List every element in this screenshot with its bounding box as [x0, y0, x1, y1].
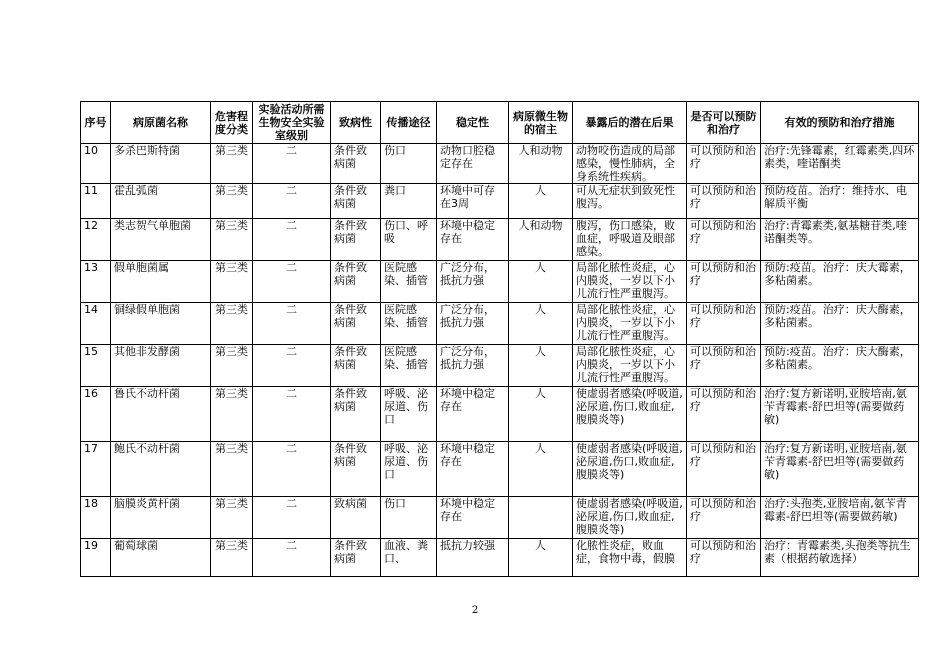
- cell-transmission: 医院感染、插管: [381, 303, 437, 345]
- table-row: [81, 497, 919, 539]
- cell-host: 人: [509, 303, 573, 345]
- cell-pathogenicity: 条件致病菌: [331, 345, 381, 387]
- cell-pathogen-name: 葡萄球菌: [111, 539, 211, 577]
- cell-exposure-consequence: 动物咬伤造成的局部感染，慢性肺病，全身系统性疾病。: [573, 144, 687, 184]
- cell-hazard-class: 第三类: [211, 442, 253, 497]
- cell-exposure-consequence: 使虚弱者感染(呼吸道,泌尿道,伤口,败血症,腹膜炎等): [573, 387, 687, 442]
- cell-transmission: 呼吸、泌尿道、伤口: [381, 442, 437, 497]
- cell-preventable: 可以预防和治疗: [687, 497, 761, 539]
- cell-measures: 治疗:复方新诺明,亚胺培南,氨苄青霉素-舒巴坦等(需要做药敏): [761, 442, 919, 497]
- cell-hazard-class: 第三类: [211, 387, 253, 442]
- header-biosafety-level: 实验活动所需生物安全实验室级别: [253, 102, 331, 144]
- table-body: [81, 144, 919, 577]
- table-row: [81, 345, 919, 387]
- cell-preventable: 可以预防和治疗: [687, 184, 761, 219]
- cell-biosafety-level: 二: [253, 387, 331, 442]
- cell-stability: 环境中稳定存在: [437, 442, 509, 497]
- cell-transmission: 伤口: [381, 144, 437, 184]
- cell-host: 人和动物: [509, 219, 573, 261]
- cell-hazard-class: 第三类: [211, 261, 253, 303]
- cell-biosafety-level: 二: [253, 184, 331, 219]
- cell-biosafety-level: 二: [253, 303, 331, 345]
- cell-hazard-class: 第三类: [211, 219, 253, 261]
- cell-stability: 环境中稳定存在: [437, 387, 509, 442]
- header-hazard-class: 危害程度分类: [211, 102, 253, 144]
- cell-stability: 广泛分布，抵抗力强: [437, 303, 509, 345]
- cell-pathogenicity: 条件致病菌: [331, 442, 381, 497]
- header-exposure-consequence: 暴露后的潜在后果: [573, 102, 687, 144]
- cell-exposure-consequence: 化脓性炎症，败血症，食物中毒，假膜: [573, 539, 687, 577]
- cell-transmission: 血液、粪口、: [381, 539, 437, 577]
- pathogen-table: [80, 101, 919, 577]
- cell-host: 人: [509, 387, 573, 442]
- cell-pathogenicity: 条件致病菌: [331, 184, 381, 219]
- cell-exposure-consequence: 可从无症状到致死性腹泻。: [573, 184, 687, 219]
- cell-measures: 治疗:头孢类,亚胺培南,氨苄青霉素-舒巴坦等(需要做药敏): [761, 497, 919, 539]
- cell-stability: 动物口腔稳定存在: [437, 144, 509, 184]
- header-transmission: 传播途径: [381, 102, 437, 144]
- cell-exposure-consequence: 局部化脓性炎症，心内膜炎，一岁以下小儿流行性严重腹泻。: [573, 261, 687, 303]
- cell-measures: 治疗:青霉素类,氨基糖苷类,喹诺酮类等。: [761, 219, 919, 261]
- cell-stability: 环境中可存在3周: [437, 184, 509, 219]
- table-header-row: [81, 102, 919, 144]
- cell-hazard-class: 第三类: [211, 497, 253, 539]
- cell-host: 人: [509, 184, 573, 219]
- cell-preventable: 可以预防和治疗: [687, 261, 761, 303]
- cell-serial: 19: [81, 539, 111, 577]
- cell-transmission: 伤口、呼吸: [381, 219, 437, 261]
- cell-serial: 17: [81, 442, 111, 497]
- cell-serial: 12: [81, 219, 111, 261]
- cell-hazard-class: 第三类: [211, 303, 253, 345]
- cell-pathogenicity: 条件致病菌: [331, 303, 381, 345]
- cell-pathogenicity: 条件致病菌: [331, 261, 381, 303]
- table-row: [81, 303, 919, 345]
- cell-transmission: 医院感染、插管: [381, 345, 437, 387]
- cell-biosafety-level: 二: [253, 144, 331, 184]
- cell-stability: 广泛分布，抵抗力强: [437, 261, 509, 303]
- cell-biosafety-level: 二: [253, 261, 331, 303]
- cell-biosafety-level: 二: [253, 539, 331, 577]
- cell-transmission: 呼吸、泌尿道、伤口: [381, 387, 437, 442]
- header-serial: 序号: [81, 102, 111, 144]
- header-stability: 稳定性: [437, 102, 509, 144]
- header-measures: 有效的预防和治疗措施: [761, 102, 919, 144]
- cell-preventable: 可以预防和治疗: [687, 387, 761, 442]
- cell-biosafety-level: 二: [253, 497, 331, 539]
- cell-transmission: 医院感染、插管: [381, 261, 437, 303]
- cell-host: 人: [509, 345, 573, 387]
- cell-stability: 环境中稳定存在: [437, 497, 509, 539]
- cell-serial: 16: [81, 387, 111, 442]
- table-row: [81, 184, 919, 219]
- cell-host: [509, 497, 573, 539]
- cell-host: 人: [509, 442, 573, 497]
- page-number: 2: [471, 605, 479, 616]
- cell-serial: 14: [81, 303, 111, 345]
- cell-preventable: 可以预防和治疗: [687, 303, 761, 345]
- table-row: [81, 261, 919, 303]
- cell-host: 人和动物: [509, 144, 573, 184]
- cell-exposure-consequence: 使虚弱者感染(呼吸道,泌尿道,伤口,败血症,腹膜炎等): [573, 497, 687, 539]
- cell-pathogen-name: 鲍氏不动杆菌: [111, 442, 211, 497]
- cell-serial: 18: [81, 497, 111, 539]
- cell-host: 人: [509, 539, 573, 577]
- cell-pathogen-name: 其他非发酵菌: [111, 345, 211, 387]
- cell-exposure-consequence: 局部化脓性炎症，心内膜炎，一岁以下小儿流行性严重腹泻。: [573, 303, 687, 345]
- cell-pathogenicity: 条件致病菌: [331, 387, 381, 442]
- cell-serial: 10: [81, 144, 111, 184]
- cell-serial: 11: [81, 184, 111, 219]
- cell-preventable: 可以预防和治疗: [687, 219, 761, 261]
- cell-measures: 预防:疫苗。治疗：庆大酶素，多粘菌素。: [761, 345, 919, 387]
- cell-pathogen-name: 铜绿假单胞菌: [111, 303, 211, 345]
- cell-exposure-consequence: 腹泻，伤口感染，败血症，呼吸道及眼部感染。: [573, 219, 687, 261]
- cell-measures: 预防疫苗。治疗：维持水、电解质平衡: [761, 184, 919, 219]
- cell-host: 人: [509, 261, 573, 303]
- cell-stability: 抵抗力较强: [437, 539, 509, 577]
- header-pathogen-name: 病原菌名称: [111, 102, 211, 144]
- cell-biosafety-level: 二: [253, 345, 331, 387]
- table-row: [81, 539, 919, 577]
- cell-biosafety-level: 二: [253, 219, 331, 261]
- cell-pathogen-name: 多杀巴斯特菌: [111, 144, 211, 184]
- cell-hazard-class: 第三类: [211, 144, 253, 184]
- cell-serial: 15: [81, 345, 111, 387]
- cell-preventable: 可以预防和治疗: [687, 539, 761, 577]
- cell-transmission: 伤口: [381, 497, 437, 539]
- table-row: [81, 144, 919, 184]
- table-row: [81, 219, 919, 261]
- cell-measures: 治疗：青霉素类,头孢类等抗生素（根据药敏选择）: [761, 539, 919, 577]
- cell-pathogenicity: 条件致病菌: [331, 539, 381, 577]
- cell-exposure-consequence: 使虚弱者感染(呼吸道,泌尿道,伤口,败血症,腹膜炎等): [573, 442, 687, 497]
- cell-measures: 预防:疫苗。治疗：庆大酶素，多粘菌素。: [761, 303, 919, 345]
- cell-preventable: 可以预防和治疗: [687, 144, 761, 184]
- cell-measures: 预防:疫苗。治疗：庆大霉素，多粘菌素。: [761, 261, 919, 303]
- cell-pathogenicity: 条件致病菌: [331, 219, 381, 261]
- cell-stability: 环境中稳定存在: [437, 219, 509, 261]
- table-row: [81, 442, 919, 497]
- cell-measures: 治疗:先锋霉素，红霉素类,四环素类，喹诺酮类: [761, 144, 919, 184]
- cell-pathogenicity: 条件致病菌: [331, 144, 381, 184]
- header-preventable: 是否可以预防和治疗: [687, 102, 761, 144]
- cell-pathogen-name: 脑膜炎黄杆菌: [111, 497, 211, 539]
- cell-biosafety-level: 二: [253, 442, 331, 497]
- cell-exposure-consequence: 局部化脓性炎症，心内膜炎，一岁以下小儿流行性严重腹泻。: [573, 345, 687, 387]
- cell-pathogen-name: 假单胞菌属: [111, 261, 211, 303]
- cell-hazard-class: 第三类: [211, 539, 253, 577]
- header-host: 病原微生物的宿主: [509, 102, 573, 144]
- table-row: [81, 387, 919, 442]
- cell-hazard-class: 第三类: [211, 184, 253, 219]
- cell-pathogenicity: 致病菌: [331, 497, 381, 539]
- cell-serial: 13: [81, 261, 111, 303]
- cell-stability: 广泛分布，抵抗力强: [437, 345, 509, 387]
- cell-preventable: 可以预防和治疗: [687, 442, 761, 497]
- cell-preventable: 可以预防和治疗: [687, 345, 761, 387]
- cell-pathogen-name: 类志贺气单胞菌: [111, 219, 211, 261]
- header-pathogenicity: 致病性: [331, 102, 381, 144]
- cell-transmission: 粪口: [381, 184, 437, 219]
- cell-pathogen-name: 鲁氏不动杆菌: [111, 387, 211, 442]
- cell-measures: 治疗:复方新诺明,亚胺培南,氨苄青霉素-舒巴坦等(需要做药敏): [761, 387, 919, 442]
- cell-pathogen-name: 霍乱弧菌: [111, 184, 211, 219]
- cell-hazard-class: 第三类: [211, 345, 253, 387]
